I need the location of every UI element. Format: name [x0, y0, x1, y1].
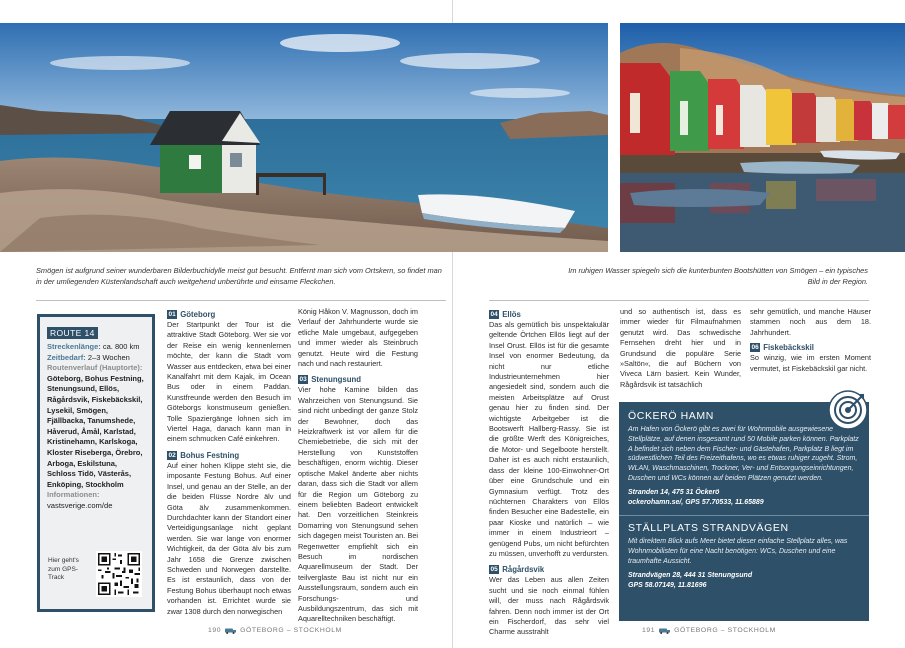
section-number: 01 [168, 311, 176, 318]
section-number: 06 [751, 344, 759, 352]
route-url-link[interactable]: vastsverige.com/de [47, 500, 113, 510]
route-time [47, 353, 145, 364]
route-course [47, 363, 145, 374]
section-heading-ellos [489, 309, 609, 320]
info-text-strandvagen: Mit direktem Blick aufs Meer bietet dieser einfache Stellplatz alles, was Wohnmobilisten für eine Nacht benötigen: WCs, Duschen und eine traumhafte Aussicht. [628, 538, 848, 565]
section-text-ragardsvik-cont2: sehr gemütlich, und manche Häuser stammen noch aus dem 18. Jahrhundert. [750, 307, 871, 337]
page-number-right: 191 [642, 627, 656, 634]
divider-right [489, 300, 869, 301]
target-icon [828, 390, 868, 430]
section-text-fiskebackskil: So winzig, wie im ersten Moment vermutet, ist Fiskebäckskil gar nicht. [750, 353, 871, 373]
text-column-4 [620, 307, 741, 390]
route-time-value: 2–3 Wochen [87, 352, 130, 362]
section-heading-ragardsvik [489, 564, 609, 575]
camper-van-icon [225, 628, 236, 634]
qr-code-icon[interactable] [96, 551, 142, 597]
section-title: Bohus Festning [180, 450, 240, 460]
route-stops: Göteborg, Bohus Festning, Stenungsund, Ellös, Rågårdsvik, Fiskebäckskil, Lysekil, Smögen, Fjällbacka, Tanumshede, Håverud, Åmål, Karlstad, Kristinehamn, Karlskoga, Kloster Riseberga, Örebro, Arboga, Eskilstuna, Schloss Tidö, Västerås, Enköping, Stockholm [47, 373, 144, 489]
section-title: Göteborg [180, 310, 216, 319]
section-text-ragardsvik-cont: und so authentisch ist, dass es immer wieder für Filmaufnahmen genutzt wird. Das schwedische Fernsehen dreht hier und in Grundsund die populäre Serie »Saltön«, die auf Büchern von Viveca Lärn basiert. Kein Wunder, Rågårdsvik ist tatsächlich [620, 307, 741, 389]
section-heading-stenungsund [298, 374, 418, 385]
info-gps-ockero: ockerohamn.se/, GPS 57.70533, 11.65889 [628, 498, 764, 506]
section-text-ellos: Das als gemütlich bis unspektakulär geltende Örtchen Ellös liegt auf der Insel Orust. Ellös ist für die gesamte Insel von enormer Bedeutung, da nicht nur etliche Industrieunternehmen hier angesiedelt sind, sondern auch die meisten Arbeitsplätze auf Orust genau hier zu finden sind. Der wichtigste Arbeitgeber ist die Bootswerft Hallberg-Rassy. Sie ist die größte Werft des Königreiches, die Motor- und Segelboote herstellt. Daher ist es auch nicht erstaunlich, dass der kleine 100-Einwohner-Ort über eine Grundschule und ein Gymnasium verfügt. Trotz des nüchternen Charakters von Ellös finden Besucher eine Badestelle, ein paar Kioske und natürlich – wie immer in einem Industrieort – genügend Pubs, um nicht befürchten zu müssen, unverhofft zu verdursten. [489, 320, 609, 558]
route-length-label: Streckenlänge: [47, 342, 101, 351]
camper-van-icon [659, 628, 670, 634]
footer-left [208, 627, 342, 634]
info-divider [619, 515, 869, 516]
page-number-left: 190 [208, 627, 222, 634]
route-length [47, 342, 145, 353]
route-info-box [37, 314, 155, 612]
text-column-3 [489, 307, 609, 638]
section-text-bohus: Auf einer hohen Klippe steht sie, die imposante Festung Bohus. Auf einer Insel, und genau an der Stelle, an der die beiden Flüsse Nordre älv und Göta älv zusammenkommen. Durchdachter kann der Standort einer Verteidigungsanlage nicht geplant werden. Sie war lange von enormer Wichtigkeit, da der Göta älv bis zum Jahr 1658 die Grenze zwischen Schweden und Norwegen darstellte. Es ist erstaunlich, dass von der Festung Bohus überhaupt noch etwas vorhanden ist. Errichtet wurde sie zwar 1308 durch den norwegischen [167, 460, 291, 616]
section-title: Fiskebäckskil [763, 343, 814, 353]
divider-left [36, 300, 446, 301]
text-column-1 [167, 307, 291, 617]
info-title-strandvagen: STÄLLPLATS STRANDVÄGEN [628, 522, 789, 535]
section-number: 03 [299, 376, 307, 384]
caption-right: Im ruhigen Wasser spiegeln sich die kunterbunten Bootshütten von Smögen – ein typisches Bild in der Region. [568, 266, 868, 286]
section-number: 02 [168, 451, 176, 459]
text-column-5 [750, 307, 871, 374]
section-heading-goteborg [167, 309, 291, 320]
section-heading-fiskebackskil [750, 342, 871, 353]
running-head-right: GÖTEBORG – STOCKHOLM [674, 627, 776, 634]
section-text-goteborg: Der Startpunkt der Tour ist die attraktive Stadt Göteborg. Wer sie vor der Reise ein wenig kennenlernen möchte, der kann die Stadt vom Wasser aus entdecken, etwa bei einer Kanalfahrt mit dem Kajak, im Ocean Bus oder in einem Paddan. Kunstfreunde werden den Besuch im Göteborgs konstmuseum genießen. Tolle Spaziergänge lohnen sich im Viertel Haga, danach kann man in einem schmucken Café einkehren. [167, 320, 291, 444]
route-time-label: Zeitbedarf: [47, 352, 86, 362]
section-text-ragardsvik: Wer das Leben aus allen Zeiten sucht und sie noch einmal fühlen will, der muss nach Rågårdsvik fahren. Denn noch immer ist der Ort ein Fischerdorf, das sehr viel Charme ausstrahlt [489, 575, 609, 637]
info-title-ockero: ÖCKERÖ HAMN [628, 410, 714, 422]
route-title: ROUTE 14 [47, 327, 98, 339]
section-text-stenungsund: Vier hohe Kamine bilden das Wahrzeichen von Stenungsund. Sie sind nicht unbedingt der ganze Stolz der Bewohner, doch das Heizkraftwerk ist vor allem für die Chemiebetriebe, die sich mit der Herstellung von Kunststoffen beschäftigen, enorm wichtig. Dieser optische Makel änderte aber nichts daran, dass sich die Stadt vor allem für die Region um Göteborg zu einem beliebten Badeort entwickelt hat. Den vorzeitlichen Steinkreis Domarring von Stenungsund sehen sich dagegen meist Touristen an. Bei Regenwetter empfiehlt sich ein Besuch im nordischen Aquarellmuseum der Stadt. Der teilverglaste Bau ist nicht nur ein Ausstellungsraum, sondern auch ein Forschungs- und Ausbildungszentrum, das sich mit Aquarelltechniken beschäftigt. [298, 385, 418, 624]
running-head-left: GÖTEBORG – STOCKHOLM [240, 627, 342, 634]
section-heading-bohus [167, 450, 291, 461]
section-title: Stenungsund [311, 375, 362, 385]
caption-left: Smögen ist aufgrund seiner wunderbaren Bilderbuchidylle meist gut besucht. Entfernt man sich vom Ortskern, so findet man in der umliegenden Küstenlandschaft auch weitgehend unberührte und einsame Fleckchen. [36, 266, 442, 286]
info-text-ockero: Am Hafen von Öckerö gibt es zwei für Wohnmobile ausgewiesene Stellplätze, auf denen insgesamt rund 50 Mobile parken können. Parkplatz A befindet sich neben dem Fischer- und Gästehafen, Parkplatz B liegt im südwestlichen Teil des Freizeithafens, wo es etwas ruhiger zugeht. Strom, WLAN, Waschmaschinen, Trockner, Ver- und Entsorgungseinrichtungen, Duschen und WCs können auf beiden Plätzen genutzt werden. [628, 426, 859, 482]
text-column-2 [298, 307, 418, 625]
photo-boathouses [620, 23, 905, 252]
route-info [47, 490, 145, 501]
info-address-ockero: Stranden 14, 475 31 Öckerö [628, 488, 720, 496]
campsite-info-box [619, 402, 869, 621]
info-address-strandvagen: Strandvägen 28, 444 31 Stenungsund [628, 571, 753, 579]
section-number: 05 [490, 566, 498, 574]
route-length-value: ca. 800 km [102, 342, 140, 351]
section-title: Ellös [502, 310, 521, 319]
info-gps-strandvagen: GPS 58.07149, 11.81696 [628, 581, 707, 589]
route-info-label: Informationen: [47, 490, 100, 500]
footer-right [642, 627, 776, 634]
section-text-bohus-cont: König Håkon V. Magnusson, doch im Verlauf der Jahrhunderte wurde sie etliche Male umgebaut, aufgegeben und immer wieder als Steinbruch genutzt. Heute wird die Festung nach und nach restauriert. [298, 307, 418, 369]
section-number: 04 [490, 311, 498, 318]
route-course-label: Routenverlauf (Hauptorte): [47, 363, 143, 373]
gps-track-label: Hier geht's zum GPS-Track [48, 557, 79, 581]
section-title: Rågårdsvik [502, 565, 545, 575]
photo-coast-cabin [0, 23, 608, 252]
